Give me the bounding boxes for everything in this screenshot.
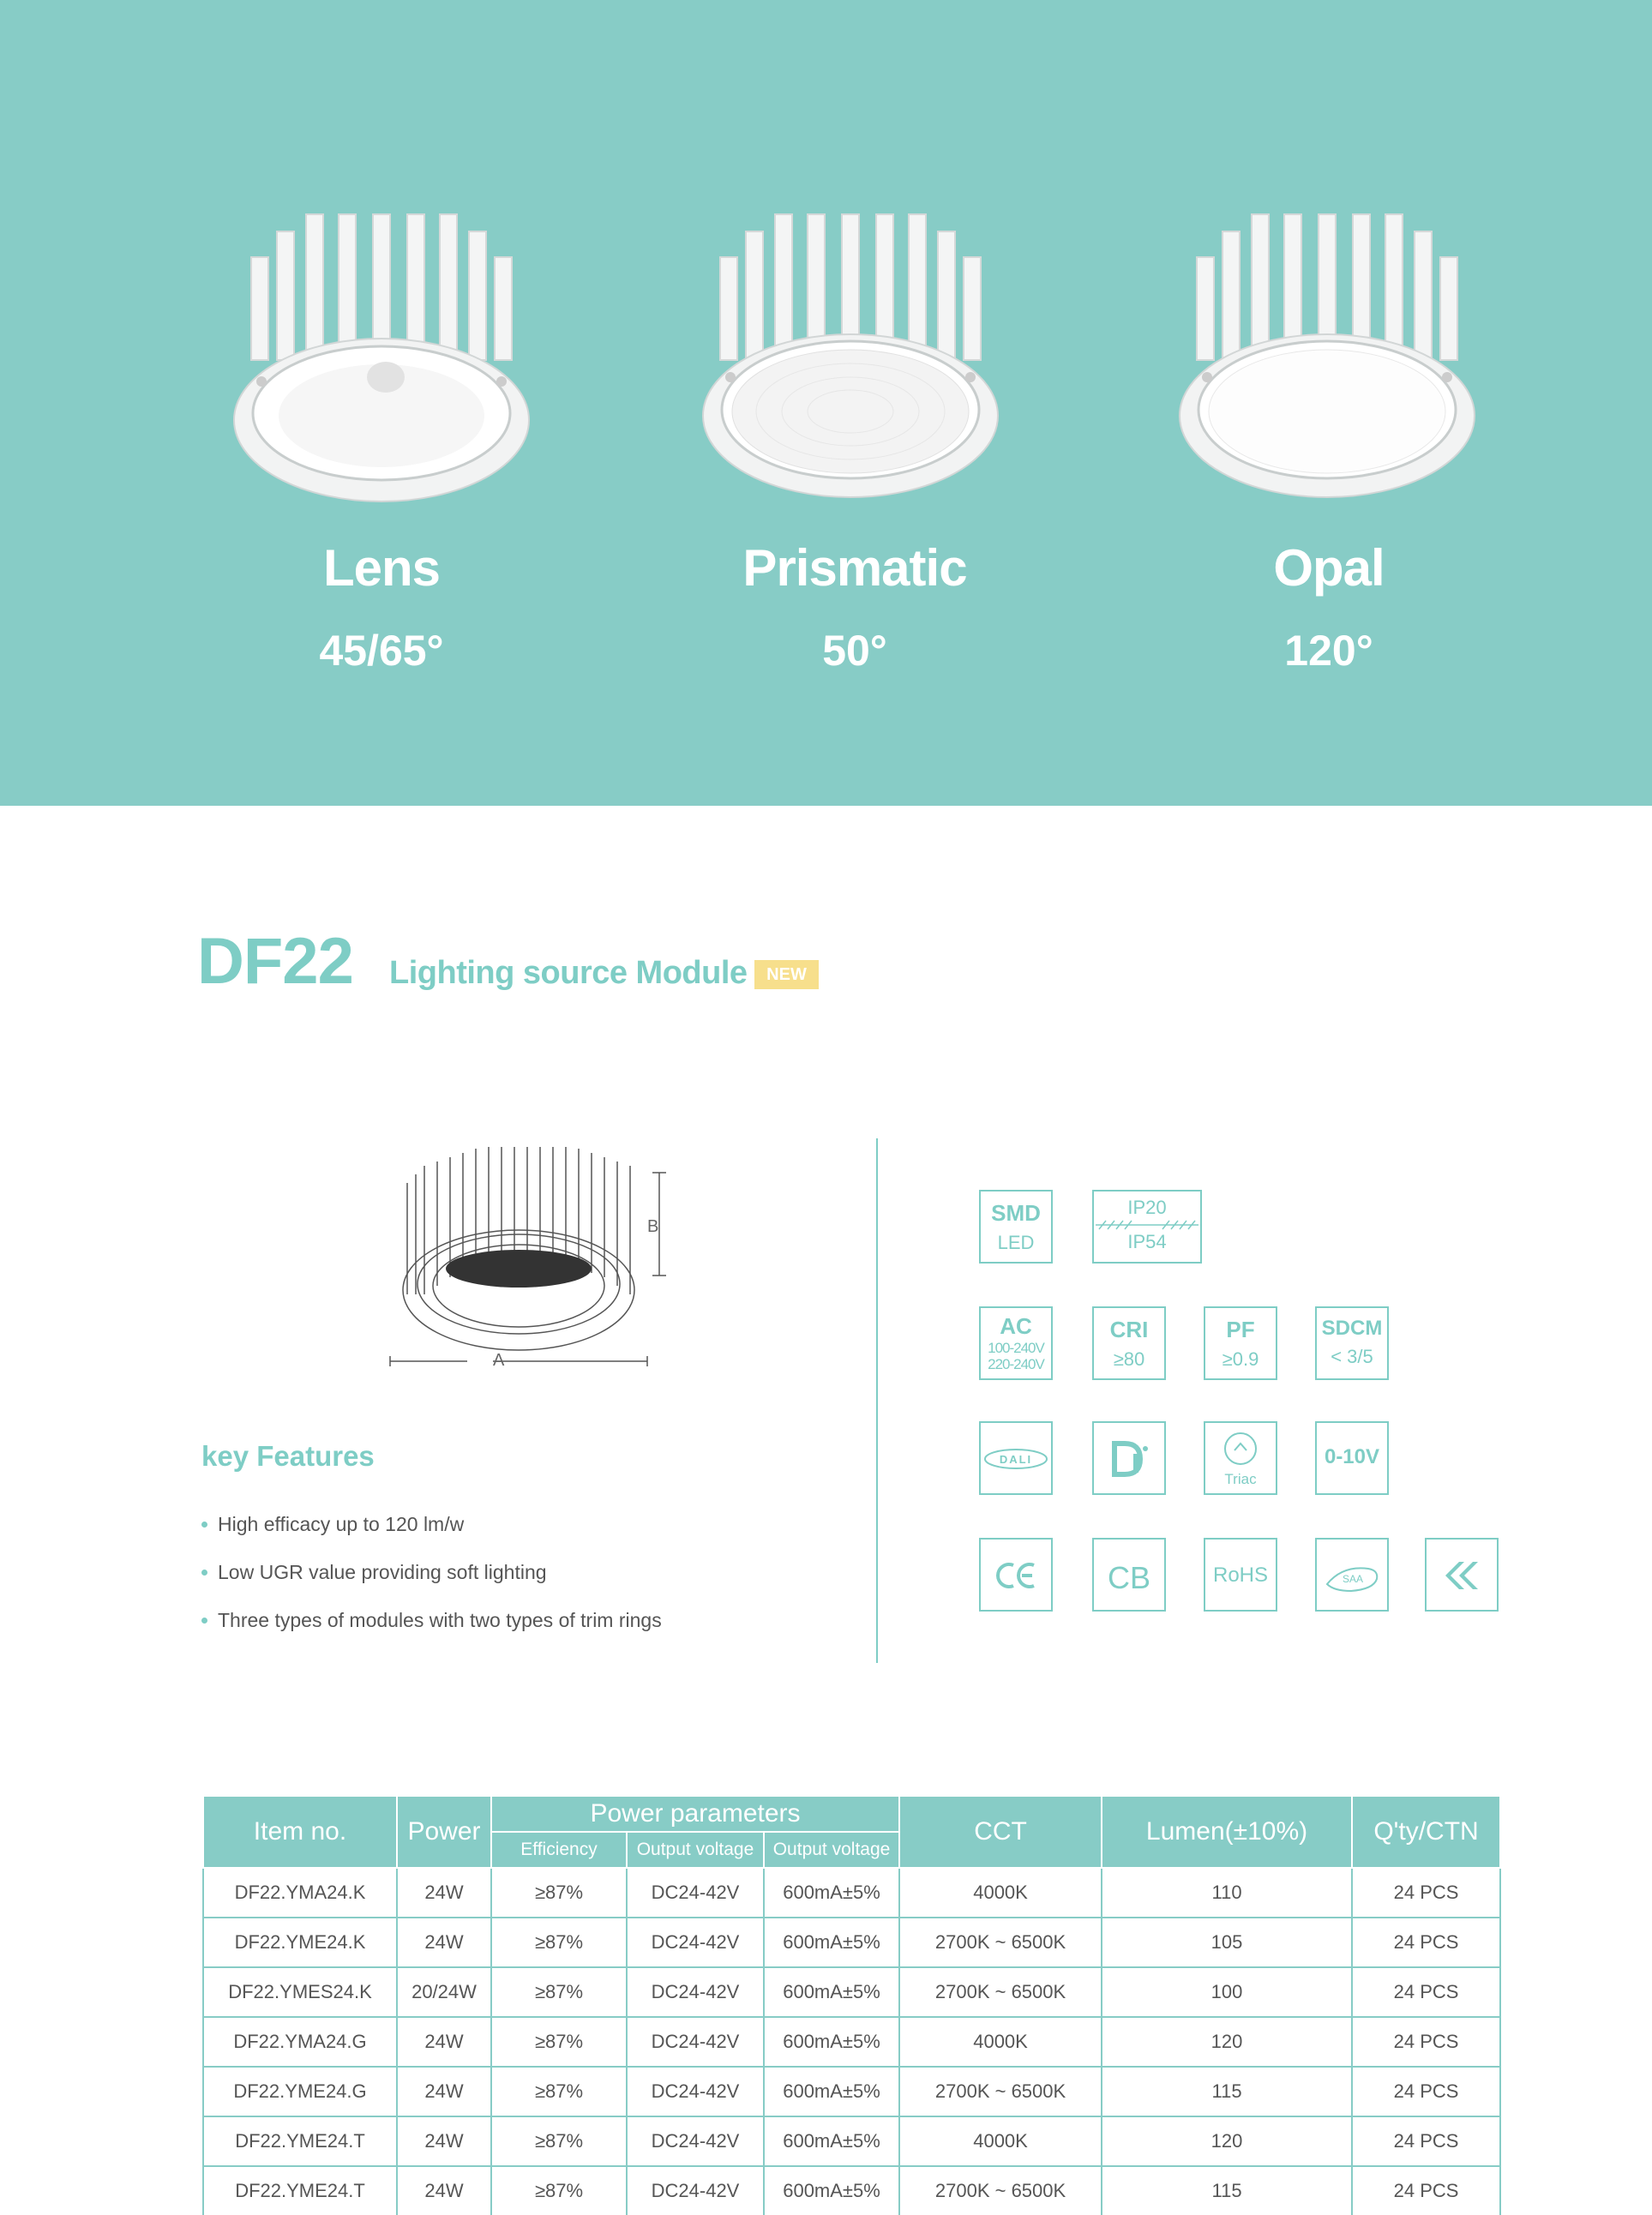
- header-power-parameters: Power parameters: [491, 1796, 899, 1832]
- cell-lumen: 105: [1102, 1918, 1352, 1967]
- cell-current: 600mA±5%: [764, 2116, 899, 2166]
- rohs-icon: [1204, 1538, 1277, 1612]
- product-angle-prismatic: 50°: [822, 627, 887, 675]
- table-row: [203, 2067, 1500, 2116]
- model-subtitle: Lighting source Module: [389, 955, 748, 991]
- triac-icon: [1204, 1421, 1277, 1495]
- table-row: [203, 1967, 1500, 2017]
- cell-power: 24W: [397, 2166, 491, 2215]
- prismatic-module-photo: [696, 197, 1005, 506]
- cell-current: 600mA±5%: [764, 1918, 899, 1967]
- dimming-0-10v-icon: [1315, 1421, 1389, 1495]
- ce-mark-icon: [979, 1538, 1053, 1612]
- header-lumen: Lumen(±10%): [1102, 1796, 1352, 1868]
- cell-lumen: 100: [1102, 1967, 1352, 2017]
- cell-item: DF22.YME24.T: [203, 2166, 397, 2215]
- feature-text: High efficacy up to 120 lm/w: [218, 1513, 465, 1535]
- feature-item: [201, 1500, 662, 1548]
- feature-text: Low UGR value providing soft lighting: [218, 1561, 547, 1583]
- saa-icon: [1315, 1538, 1389, 1612]
- ac-title: AC: [1000, 1313, 1032, 1339]
- eac-mark-icon: [1425, 1538, 1499, 1612]
- lens-module-photo: [227, 197, 536, 506]
- cell-cct: 4000K: [899, 2116, 1102, 2166]
- cell-cct: 2700K ~ 6500K: [899, 2067, 1102, 2116]
- cell-item: DF22.YMES24.K: [203, 1967, 397, 2017]
- header-output-voltage: Output voltage: [627, 1832, 764, 1868]
- cell-efficiency: ≥87%: [491, 1967, 627, 2017]
- cell-cct: 2700K ~ 6500K: [899, 1967, 1102, 2017]
- pf-icon: [1204, 1306, 1277, 1380]
- cell-power: 24W: [397, 2116, 491, 2166]
- cell-qty: 24 PCS: [1352, 1918, 1500, 1967]
- cell-efficiency: ≥87%: [491, 2166, 627, 2215]
- cell-current: 600mA±5%: [764, 2067, 899, 2116]
- header-efficiency: Efficiency: [491, 1832, 627, 1868]
- cell-qty: 24 PCS: [1352, 1967, 1500, 2017]
- cell-lumen: 115: [1102, 2067, 1352, 2116]
- triac-label: Triac: [1224, 1471, 1257, 1487]
- dimming-label: 0-10V: [1324, 1445, 1380, 1468]
- ip-bottom: IP54: [1127, 1231, 1167, 1252]
- ac-voltage-icon: [979, 1306, 1053, 1380]
- cell-cct: 4000K: [899, 2017, 1102, 2067]
- cell-current: 600mA±5%: [764, 2166, 899, 2215]
- vertical-divider: [876, 1138, 878, 1663]
- saa-label: SAA: [1342, 1573, 1364, 1585]
- product-angle-lens: 45/65°: [319, 627, 444, 675]
- cell-lumen: 110: [1102, 1868, 1352, 1918]
- cell-voltage: DC24-42V: [627, 2017, 764, 2067]
- cell-efficiency: ≥87%: [491, 2067, 627, 2116]
- cell-qty: 24 PCS: [1352, 2166, 1500, 2215]
- header-cct: CCT: [899, 1796, 1102, 1868]
- cell-item: DF22.YMA24.G: [203, 2017, 397, 2067]
- product-name-lens: Lens: [322, 539, 441, 597]
- dali-label: DALI: [999, 1453, 1033, 1466]
- feature-item: [201, 1548, 662, 1596]
- cell-cct: 4000K: [899, 1868, 1102, 1918]
- cell-voltage: DC24-42V: [627, 2166, 764, 2215]
- header-output-current: Output voltage: [764, 1832, 899, 1868]
- smd-sub: LED: [997, 1232, 1035, 1253]
- cri-title: CRI: [1109, 1317, 1149, 1342]
- bullet-icon: [201, 1618, 207, 1624]
- sdcm-icon: [1315, 1306, 1389, 1380]
- rohs-label: RoHS: [1212, 1564, 1269, 1587]
- features-list: [201, 1500, 662, 1644]
- cell-item: DF22.YMA24.K: [203, 1868, 397, 1918]
- cell-current: 600mA±5%: [764, 2017, 899, 2067]
- dimension-b-label: B: [647, 1217, 659, 1236]
- cell-efficiency: ≥87%: [491, 1868, 627, 1918]
- dimension-a-label: A: [493, 1351, 505, 1370]
- cell-power: 24W: [397, 2067, 491, 2116]
- cell-item: DF22.YME24.K: [203, 1918, 397, 1967]
- cell-efficiency: ≥87%: [491, 2017, 627, 2067]
- dimension-drawing: [381, 1132, 682, 1380]
- hero-banner: [0, 0, 1652, 806]
- table-row: [203, 1868, 1500, 1918]
- cri-icon: [1092, 1306, 1166, 1380]
- pf-value: ≥0.9: [1222, 1348, 1259, 1370]
- smd-title: SMD: [991, 1200, 1041, 1226]
- sdcm-value: < 3/5: [1331, 1346, 1373, 1367]
- cell-power: 20/24W: [397, 1967, 491, 2017]
- cell-current: 600mA±5%: [764, 1967, 899, 2017]
- table-row: [203, 2017, 1500, 2067]
- model-title: DF22: [197, 925, 353, 998]
- product-name-prismatic: Prismatic: [742, 539, 967, 597]
- cell-voltage: DC24-42V: [627, 1868, 764, 1918]
- new-badge: NEW: [754, 960, 819, 989]
- smd-led-icon: [979, 1190, 1053, 1264]
- header-qty: Q'ty/CTN: [1352, 1796, 1500, 1868]
- hatch-line-icon: [1096, 1219, 1198, 1231]
- header-item-no: Item no.: [203, 1796, 397, 1868]
- ip-top: IP20: [1127, 1197, 1167, 1218]
- dali-icon: [979, 1421, 1053, 1495]
- cell-qty: 24 PCS: [1352, 2116, 1500, 2166]
- pf-title: PF: [1226, 1317, 1255, 1342]
- product-angle-opal: 120°: [1284, 627, 1373, 675]
- cell-power: 24W: [397, 2017, 491, 2067]
- cell-voltage: DC24-42V: [627, 2067, 764, 2116]
- bullet-icon: [201, 1522, 207, 1528]
- feature-text: Three types of modules with two types of trim rings: [218, 1609, 662, 1631]
- cell-voltage: DC24-42V: [627, 1967, 764, 2017]
- cell-qty: 24 PCS: [1352, 2017, 1500, 2067]
- cell-voltage: DC24-42V: [627, 2116, 764, 2166]
- cb-mark-icon: [1092, 1538, 1166, 1612]
- sdcm-title: SDCM: [1321, 1317, 1383, 1340]
- cell-efficiency: ≥87%: [491, 2116, 627, 2166]
- feature-item: [201, 1596, 662, 1644]
- cell-cct: 2700K ~ 6500K: [899, 1918, 1102, 1967]
- spec-table: [202, 1795, 1501, 2215]
- header-power: Power: [397, 1796, 491, 1868]
- dt-logo-icon: [1092, 1421, 1166, 1495]
- cell-lumen: 120: [1102, 2017, 1352, 2067]
- cell-voltage: DC24-42V: [627, 1918, 764, 1967]
- cell-efficiency: ≥87%: [491, 1918, 627, 1967]
- cell-cct: 2700K ~ 6500K: [899, 2166, 1102, 2215]
- cell-item: DF22.YME24.G: [203, 2067, 397, 2116]
- product-name-opal: Opal: [1273, 539, 1385, 597]
- ip-rating-icon: [1092, 1190, 1202, 1264]
- cell-lumen: 115: [1102, 2166, 1352, 2215]
- cell-power: 24W: [397, 1868, 491, 1918]
- table-row: [203, 2116, 1500, 2166]
- table-row: [203, 1918, 1500, 1967]
- cell-lumen: 120: [1102, 2116, 1352, 2166]
- opal-module-photo: [1173, 197, 1481, 506]
- cb-label: CB: [1107, 1560, 1150, 1595]
- cri-value: ≥80: [1113, 1348, 1145, 1370]
- cell-item: DF22.YME24.T: [203, 2116, 397, 2166]
- features-heading: key Features: [201, 1440, 375, 1472]
- cell-qty: 24 PCS: [1352, 2067, 1500, 2116]
- cell-current: 600mA±5%: [764, 1868, 899, 1918]
- cell-power: 24W: [397, 1918, 491, 1967]
- ac-line2: 220-240V: [988, 1356, 1044, 1372]
- ac-line1: 100-240V: [988, 1340, 1044, 1356]
- cell-qty: 24 PCS: [1352, 1868, 1500, 1918]
- bullet-icon: [201, 1570, 207, 1576]
- table-row: [203, 2166, 1500, 2215]
